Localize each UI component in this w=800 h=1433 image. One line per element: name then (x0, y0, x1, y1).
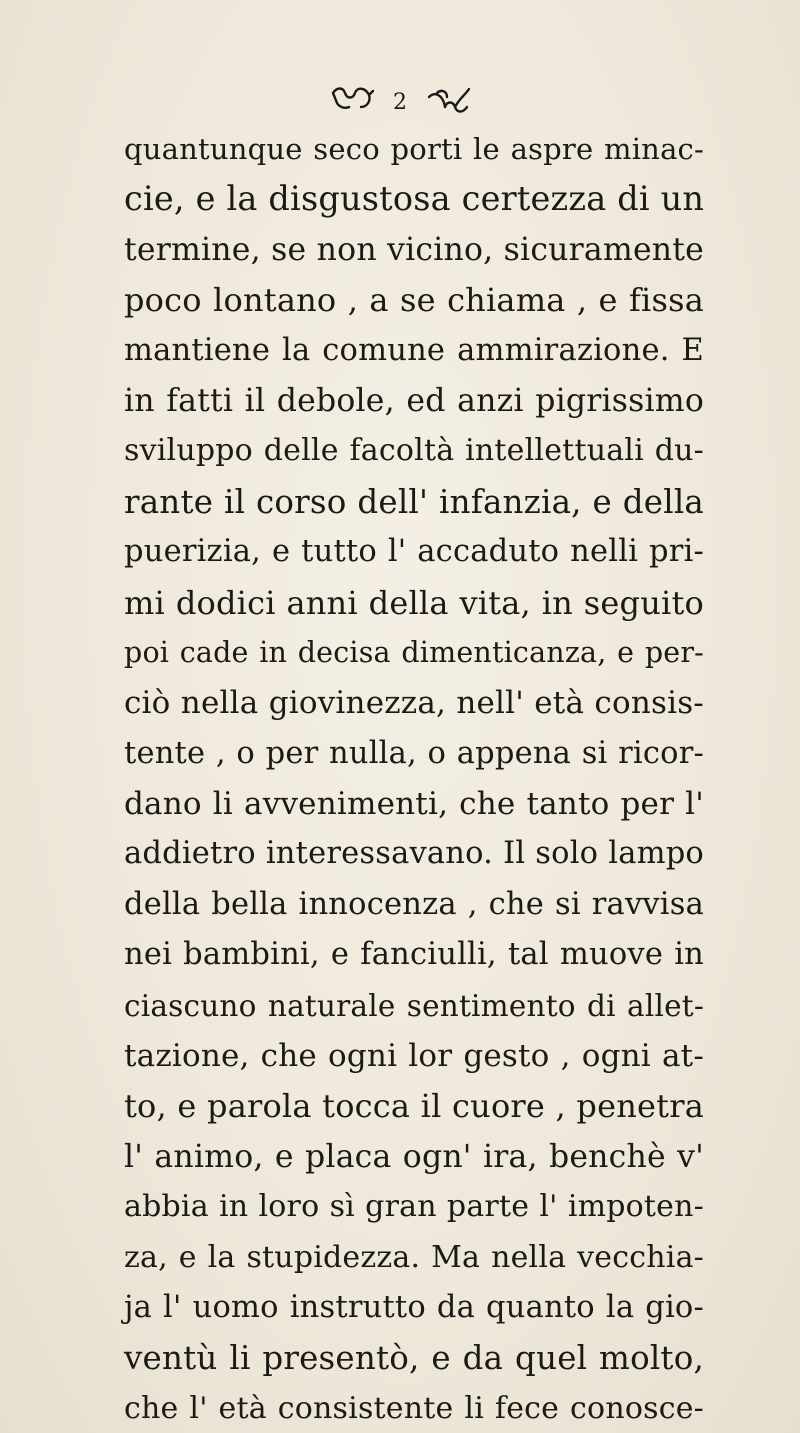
text-line: nei bambini, e fanciulli, tal muove in (124, 937, 704, 973)
text-line: l' animo, e placa ogn' ira, benchè v' (124, 1138, 704, 1175)
text-line: sviluppo delle facoltà intellettuali du- (124, 433, 704, 469)
text-line: mi dodici anni della vita, in seguito (124, 583, 704, 622)
text-line: tazione, che ogni lor gesto , ogni at- (124, 1038, 704, 1075)
page-number: 2 (393, 90, 407, 115)
text-line: della bella innocenza , che si ravvisa (124, 886, 704, 922)
text-line: poi cade in decisa dimenticanza, e per- (124, 635, 704, 669)
text-line: ja l' uomo instrutto da quanto la gio- (124, 1289, 704, 1325)
text-line: ventù li presentò, e da quel molto, (124, 1339, 704, 1378)
text-line: cie, e la disgustosa certezza di un (124, 179, 705, 219)
text-line: mantiene la comune ammirazione. E (124, 332, 704, 368)
text-line: ciò nella giovinezza, nell' età consis- (124, 685, 704, 722)
text-line: tente , o per nulla, o appena si ricor- (124, 735, 704, 771)
page-header (0, 78, 800, 122)
text-line: rante il corso dell' infanzia, e della (124, 482, 704, 521)
text-line: za, e la stupidezza. Ma nella vecchia- (124, 1239, 704, 1275)
body-text (124, 124, 704, 1433)
text-line: ciascuno naturale sentimento di allet- (124, 988, 704, 1023)
fleuron-left-icon (329, 85, 375, 115)
text-line: che l' età consistente li fece conosce- (124, 1390, 704, 1426)
text-line: in fatti il debole, ed anzi pigrissimo (124, 382, 704, 419)
text-line: poco lontano , a se chiama , e fissa (124, 281, 704, 320)
text-line: to, e parola tocca il cuore , penetra (124, 1087, 704, 1126)
fleuron-right-icon (425, 85, 471, 115)
text-line: termine, se non vicino, sicuramente (124, 231, 704, 268)
text-line: addietro interessavano. Il solo lampo (124, 836, 704, 872)
text-line: abbia in loro sì gran parte l' impoten- (124, 1189, 704, 1225)
text-line: dano li avvenimenti, che tanto per l' (124, 786, 704, 823)
text-line: puerizia, e tutto l' accaduto nelli pri- (124, 534, 704, 570)
text-line: quantunque seco porti le aspre minac- (124, 132, 704, 166)
